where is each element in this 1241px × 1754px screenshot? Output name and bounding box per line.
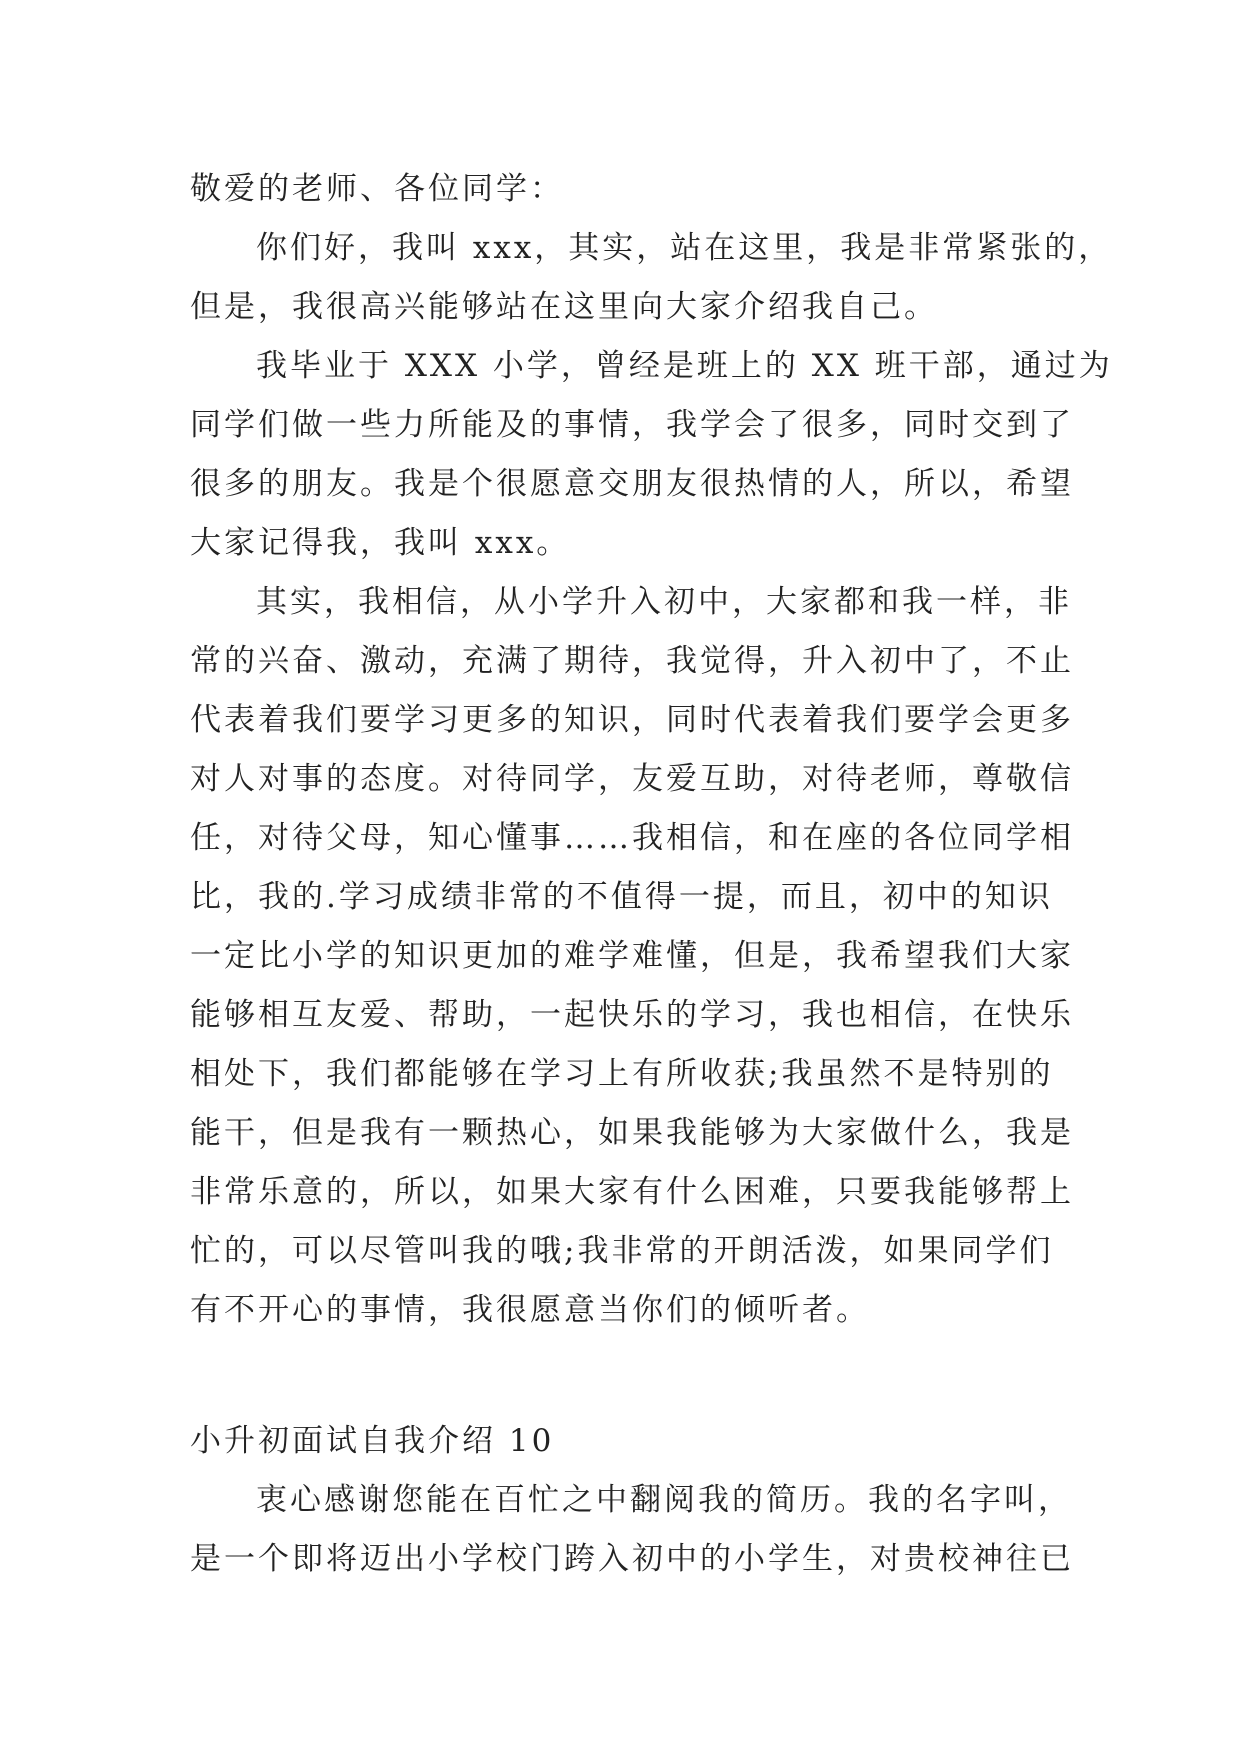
document-body <box>190 160 1113 1589</box>
paragraph-line: 能干，但是我有一颗热心，如果我能够为大家做什么，我是 <box>190 1115 1074 1151</box>
paragraph-line: 但是，我很高兴能够站在这里向大家介绍我自己。 <box>190 289 938 325</box>
paragraph-1 <box>190 219 1113 337</box>
paragraph-line: 任，对待父母，知心懂事……我相信，和在座的各位同学相 <box>190 820 1074 856</box>
paragraph-line: 同学们做一些力所能及的事情，我学会了很多，同时交到了 <box>190 407 1074 443</box>
paragraph-line: 其实，我相信，从小学升入初中，大家都和我一样，非 <box>256 584 1072 620</box>
section-title: 小升初面试自我介绍 10 <box>190 1423 555 1459</box>
paragraph-line: 你们好，我叫 xxx，其实，站在这里，我是非常紧张的， <box>256 230 1113 266</box>
paragraph-line: 有不开心的事情，我很愿意当你们的倾听者。 <box>190 1292 870 1328</box>
paragraph-line: 大家记得我，我叫 xxx。 <box>190 525 571 561</box>
paragraph-line: 比，我的.学习成绩非常的不值得一提，而且，初中的知识 <box>190 879 1053 915</box>
paragraph-line: 能够相互友爱、帮助，一起快乐的学习，我也相信，在快乐 <box>190 997 1074 1033</box>
paragraph-line: 代表着我们要学习更多的知识，同时代表着我们要学会更多 <box>190 702 1074 738</box>
greeting-line: 敬爱的老师、各位同学： <box>190 171 564 207</box>
paragraph-line: 衷心感谢您能在百忙之中翻阅我的简历。我的名字叫， <box>256 1482 1072 1518</box>
paragraph-line: 是一个即将迈出小学校门跨入初中的小学生，对贵校神往已 <box>190 1541 1074 1577</box>
paragraph-line: 一定比小学的知识更加的难学难懂，但是，我希望我们大家 <box>190 938 1074 974</box>
paragraph-line: 对人对事的态度。对待同学，友爱互助，对待老师，尊敬信 <box>190 761 1074 797</box>
paragraph-line: 常的兴奋、激动，充满了期待，我觉得，升入初中了，不止 <box>190 643 1074 679</box>
section-paragraph <box>190 1471 1074 1589</box>
paragraph-line: 相处下，我们都能够在学习上有所收获;我虽然不是特别的 <box>190 1056 1054 1092</box>
paragraph-line: 忙的，可以尽管叫我的哦;我非常的开朗活泼，如果同学们 <box>190 1233 1054 1269</box>
paragraph-line: 我毕业于 XXX 小学，曾经是班上的 XX 班干部，通过为 <box>256 348 1113 384</box>
section-spacer <box>190 1340 1060 1412</box>
paragraph-line: 非常乐意的，所以，如果大家有什么困难，只要我能够帮上 <box>190 1174 1074 1210</box>
paragraph-2 <box>190 337 1113 573</box>
paragraph-3 <box>190 573 1074 1340</box>
paragraph-line: 很多的朋友。我是个很愿意交朋友很热情的人，所以，希望 <box>190 466 1074 502</box>
